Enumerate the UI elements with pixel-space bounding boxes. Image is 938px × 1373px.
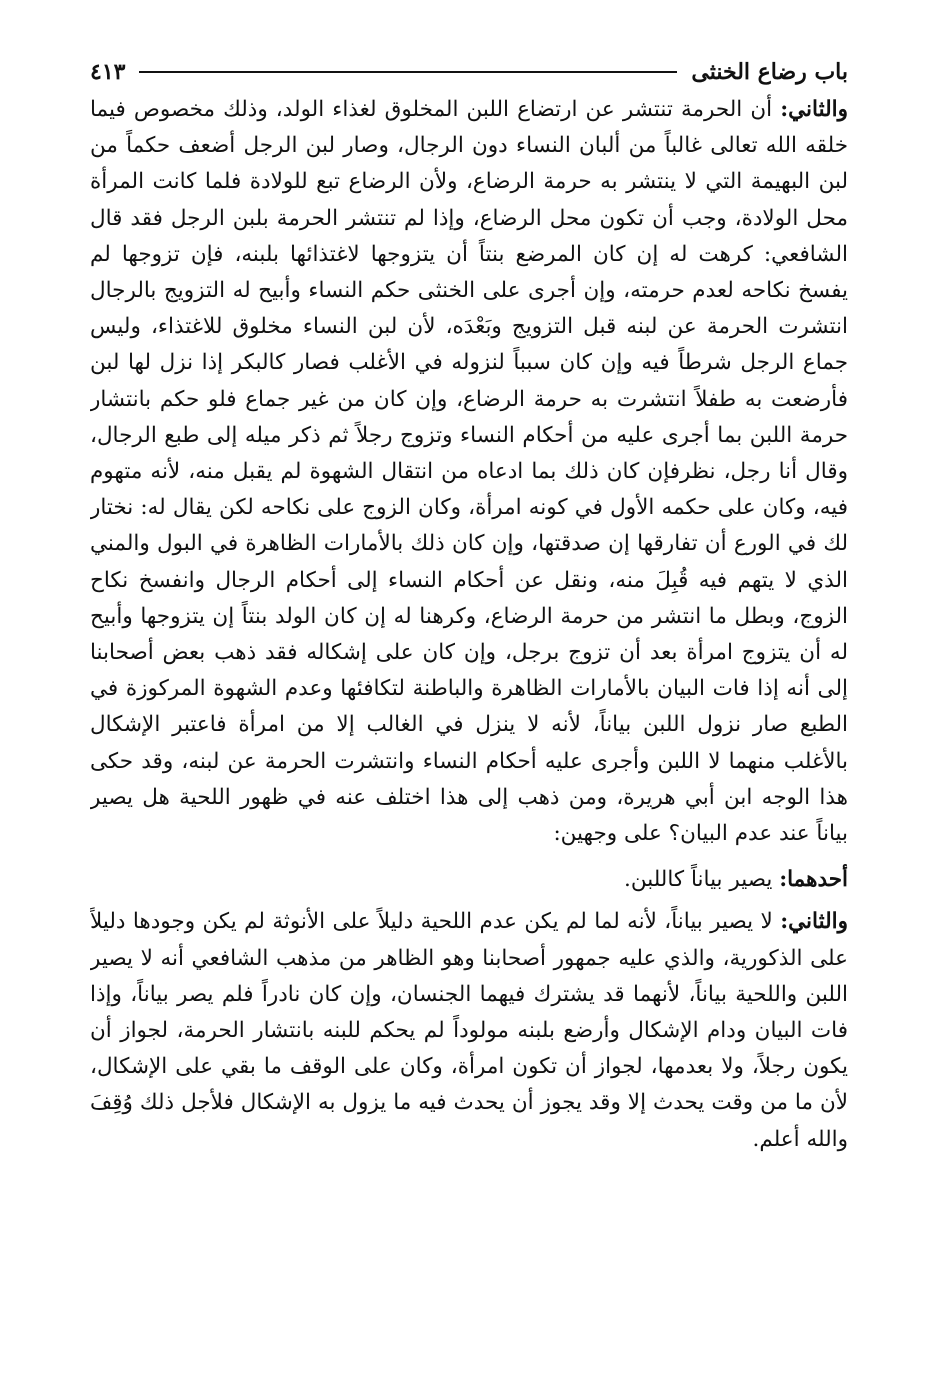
body-text	[90, 92, 848, 1232]
paragraph-first-option	[90, 862, 848, 898]
paragraph-second-option	[90, 904, 848, 1157]
paragraph-lead: أحدهما:	[779, 867, 848, 893]
chapter-title: باب رضاع الخنثى	[691, 59, 848, 85]
paragraph-text: لا يصير بياناً، لأنه لما لم يكن عدم اللحية دليلاً على الأنوثة لم يكن وجودها دليلاً على الذكورية، والذي عليه جمهور أصحابنا وهو الظاهر من مذهب الشافعي أنه لا يصير اللبن واللحية بياناً، لأنهما قد يشترك فيهما الجنسان، وإن كان نادراً فلم يصر بياناً، وإذا فات البيان ودام الإشكال وأرضع بلبنه مولوداً لم يحكم للبنه بانتشار الحرمة، لجواز أن يكون رجلاً، ولا بعدمها، لجواز أن تكون امرأة، وكان على الوقف ما بقي على الإشكال، لأن ما من وقت يحدث إلا وقد يجوز أن يحدث فيه ما يزول به الإشكال فلأجل ذلك وُقِفَ والله أعلم.	[90, 909, 848, 1152]
paragraph-second-view	[90, 92, 848, 852]
page-number: ٤١٣	[90, 59, 126, 85]
paragraph-lead: والثاني:	[780, 909, 848, 935]
header-rule	[139, 71, 677, 73]
paragraph-lead: والثاني:	[780, 97, 848, 122]
paragraph-text: يصير بياناً كاللبن.	[624, 867, 780, 893]
running-header	[90, 55, 848, 89]
paragraph-text: أن الحرمة تنتشر عن ارتضاع اللبن المخلوق لغذاء الولد، وذلك مخصوص فيما خلقه الله تعالى غالباً من ألبان النساء دون الرجال، وصار لبن الرجل أضعف حكماً من لبن البهيمة التي لا ينتشر به حرمة الرضاع، ولأن الرضاع تبع للولادة فلما كانت المرأة محل الولادة، وجب أن تكون محل الرضاع، وإذا لم تنتشر الحرمة بلبن الرجل فقد قال الشافعي: كرهت له إن كان المرضع بنتاً أن يتزوجها لاغتذائها بلبنه، فإن تزوجها لم يفسخ نكاحه لعدم حرمته، وإن أجرى على الخنثى حكم النساء وأبيح له التزويج بالرجال انتشرت الحرمة عن لبنه قبل التزويج وبَعْدَه، لأن لبن النساء مخلوق للاغتذاء، وليس جماع الرجل شرطاً فيه وإن كان سبباً لنزوله في الأغلب فصار كالبكر إذا نزل لها لبن فأرضعت به طفلاً انتشرت به حرمة الرضاع، وإن كان من غير جماع فلو حكم بانتشار حرمة اللبن بما أجرى عليه من أحكام النساء وتزوج رجلاً ثم ذكر ميله إلى طبع الرجال، وقال أنا رجل، نظرفإن كان ذلك بما ادعاه من انتقال الشهوة لم يقبل منه، لأنه متهوم فيه، وكان على حكمه الأول في كونه امرأة، وكان الزوج على نكاحه لكن يقال له: نختار لك في الورع أن تفارقها إن صدقتها، وإن كان ذلك بالأمارات الظاهرة في البول والمني الذي لا يتهم فيه قُبِلَ منه، ونقل عن أحكام النساء إلى أحكام الرجال وانفسخ نكاح الزوج، وبطل ما انتشر من حرمة الرضاع، وكرهنا له إن كان الولد بنتاً إن يتزوجها وأبيح له أن يتزوج امرأة بعد أن تزوج برجل، وإن كان على إشكاله فقد ذهب بعض أصحابنا إلى أنه إذا فات البيان بالأمارات الظاهرة والباطنة لتكافئها وعدم الشهوة المركوزة في الطبع صار نزول اللبن بياناً، لأنه لا ينزل في الغالب إلا من امرأة فاعتبر الإشكال بالأغلب منهما لا اللبن وأجرى عليه أحكام النساء وانتشرت الحرمة عن لبنه، وقد حكى هذا الوجه ابن أبي هريرة، ومن ذهب إلى هذا اختلف عنه في ظهور اللحية هل يصير بياناً عند عدم البيان؟ على وجهين:	[90, 97, 848, 847]
